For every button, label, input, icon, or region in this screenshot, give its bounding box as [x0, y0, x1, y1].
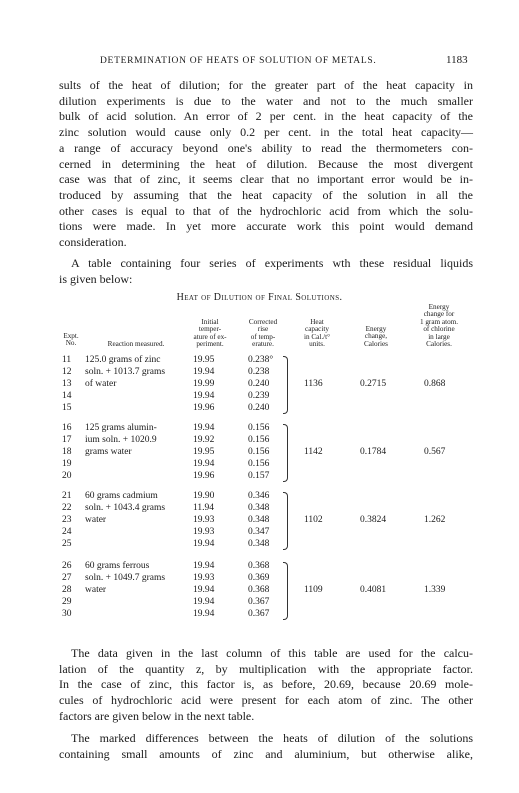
energy-change: 0.4081 [360, 585, 387, 595]
header-text: change for [423, 310, 455, 319]
text-line: cules of hydrochloric acid were present for each atom of zinc. The other [59, 693, 473, 708]
text-line: case was that of zinc, it seems clear that no important error would be in- [59, 172, 473, 187]
corrected-rise: 0.346 [248, 491, 270, 501]
text-line: lation of the quantity z, by multiplication with the appropriate factor. [59, 661, 473, 676]
corrected-rise: 0.156 [248, 459, 270, 469]
initial-temp: 19.94 [193, 459, 215, 469]
corrected-rise: 0.367 [248, 609, 270, 619]
table-title: Heat of Dilution of Final Solutions. [176, 292, 343, 303]
running-head: DETERMINATION OF HEATS OF SOLUTION OF METALS. [100, 56, 377, 66]
initial-temp: 19.94 [193, 585, 215, 595]
header-text: of temp- [250, 332, 276, 341]
expt-no: 27 [62, 573, 72, 583]
chlorine-energy-change: 1.262 [424, 515, 446, 525]
text-line: consideration. [59, 235, 127, 250]
text-line: cerned in determining the heat of dilution. Because the most divergent [59, 156, 473, 171]
corrected-rise: 0.156 [248, 435, 270, 445]
paragraph-heat-capacity [59, 78, 473, 251]
expt-no: 24 [62, 527, 72, 537]
reaction-text: 125 grams alumin- [85, 423, 157, 433]
expt-no: 30 [62, 609, 72, 619]
corrected-rise: 0.156 [248, 423, 270, 433]
chlorine-energy-change: 0.868 [424, 379, 446, 389]
initial-temp: 19.96 [193, 403, 215, 413]
group-brace [283, 424, 288, 482]
energy-change: 0.3824 [360, 515, 387, 525]
chlorine-energy-change: 1.339 [424, 585, 446, 595]
paragraph-last-column [59, 646, 473, 725]
header-text: No. [65, 339, 77, 348]
header-text: in Cal./t° [303, 332, 331, 341]
group-brace [283, 562, 288, 620]
expt-no: 25 [62, 539, 72, 549]
header-expt-no [58, 333, 84, 348]
header-text: Calories. [426, 340, 452, 349]
initial-temp: 19.99 [193, 379, 215, 389]
paragraph-marked-differences [59, 731, 473, 762]
corrected-rise: 0.368 [248, 585, 270, 595]
header-text: units. [309, 340, 325, 349]
expt-no: 18 [62, 447, 72, 457]
heat-capacity: 1142 [304, 447, 323, 457]
header-text: change, [364, 332, 388, 341]
header-text: Energy [428, 303, 450, 311]
expt-no: 26 [62, 561, 72, 571]
reaction-text: 60 grams ferrous [85, 561, 150, 571]
header-text: Initial [201, 318, 219, 326]
reaction-text: 125.0 grams of zinc [85, 355, 161, 365]
corrected-rise: 0.238° [248, 355, 274, 365]
text-line: The marked differences between the heats of dilution of the solutions [71, 731, 473, 745]
header-text: of chlorine [423, 325, 455, 334]
expt-no: 19 [62, 459, 72, 469]
text-line: sults of the heat of dilution; for the greater part of the heat capacity in [59, 78, 473, 92]
initial-temp: 19.95 [193, 355, 215, 365]
reaction-text: water [85, 515, 107, 525]
energy-change: 0.1784 [360, 447, 387, 457]
corrected-rise: 0.156 [248, 447, 270, 457]
reaction-text: soln. + 1049.7 grams [85, 573, 166, 583]
group-brace [283, 492, 288, 550]
corrected-rise: 0.239 [248, 391, 270, 401]
initial-temp: 19.94 [193, 597, 215, 607]
initial-temp: 19.94 [193, 391, 215, 401]
initial-temp: 19.90 [193, 491, 215, 501]
expt-no: 17 [62, 435, 72, 445]
header-text: Heat [310, 318, 324, 326]
text-line: bulk of acid solution. An error of 2 per cent. in the heat capacity of the [59, 109, 473, 124]
text-line: zinc solution would cause only 0.2 per cent. in the total heat capacity— [59, 125, 473, 140]
text-line: The data given in the last column of this table are used for the calcu- [71, 646, 473, 660]
reaction-text: soln. + 1013.7 grams [85, 367, 166, 377]
expt-no: 14 [62, 391, 72, 401]
header-text: temper- [198, 325, 222, 334]
expt-no: 16 [62, 423, 72, 433]
initial-temp: 19.93 [193, 515, 215, 525]
header-text: Expt. [63, 332, 79, 340]
initial-temp: 19.94 [193, 367, 215, 377]
corrected-rise: 0.348 [248, 539, 270, 549]
expt-no: 13 [62, 379, 72, 389]
header-text: erature. [252, 340, 274, 349]
expt-no: 28 [62, 585, 72, 595]
initial-temp: 19.94 [193, 609, 215, 619]
heat-capacity: 1109 [304, 585, 323, 595]
text-line: tions were made. In yet more accurate work this point would demand [59, 219, 473, 234]
header-text: capacity [305, 325, 329, 334]
expt-no: 21 [62, 491, 72, 501]
text-line: troduced by assuming that the heat capacity of the solution in all the [59, 187, 473, 202]
text-line: factors are given below in the next table. [59, 708, 255, 723]
reaction-text: water [85, 585, 107, 595]
header-text: ature of ex- [193, 332, 227, 341]
header-text: Reaction measured. [107, 340, 165, 348]
text-line: In the case of zinc, this factor is, as before, 20.69, because 20.69 mole- [59, 677, 473, 692]
initial-temp: 19.95 [193, 447, 215, 457]
initial-temp: 19.94 [193, 561, 215, 571]
text-line: other cases is equal to that of the hydrochloric acid from which the solu- [59, 203, 473, 218]
expt-no: 23 [62, 515, 72, 525]
header-chlorine-energy [404, 304, 474, 348]
initial-temp: 11.94 [193, 503, 215, 513]
header-text: Energy [365, 325, 387, 333]
corrected-rise: 0.367 [248, 597, 270, 607]
reaction-text: ium soln. + 1020.9 [85, 435, 157, 445]
text-line: dilution experiments is due to the water and not to the much smaller [59, 93, 473, 108]
heat-capacity: 1102 [304, 515, 323, 525]
paragraph-table-intro [59, 256, 473, 287]
expt-no: 20 [62, 471, 72, 481]
initial-temp: 19.93 [193, 573, 215, 583]
heat-capacity: 1136 [304, 379, 323, 389]
initial-temp: 19.94 [193, 423, 215, 433]
initial-temp: 19.92 [193, 435, 215, 445]
energy-change: 0.2715 [360, 379, 387, 389]
group-brace [283, 356, 288, 414]
header-heat-capacity [292, 319, 342, 349]
header-reaction [86, 341, 186, 348]
text-line: is given below: [59, 271, 133, 286]
reaction-text: grams water [85, 447, 132, 457]
text-line: containing small amounts of zinc and aluminium, but otherwise alike, [59, 746, 473, 761]
header-text: periment. [196, 340, 224, 349]
corrected-rise: 0.368 [248, 561, 270, 571]
header-text: Calories [364, 339, 388, 348]
header-text: in large [428, 332, 450, 341]
text-line: A table containing four series of experiments wth these residual liquids [71, 256, 473, 270]
corrected-rise: 0.240 [248, 403, 270, 413]
initial-temp: 19.94 [193, 539, 215, 549]
text-line: a range of accuracy beyond one's ability to read the thermometers con- [59, 140, 473, 155]
corrected-rise: 0.238 [248, 367, 270, 377]
initial-temp: 19.96 [193, 471, 215, 481]
header-text: Corrected [248, 318, 278, 326]
corrected-rise: 0.369 [248, 573, 270, 583]
reaction-text: 60 grams cadmium [85, 491, 158, 501]
header-text: 1 gram atom. [419, 317, 459, 326]
corrected-rise: 0.348 [248, 503, 270, 513]
corrected-rise: 0.347 [248, 527, 270, 537]
corrected-rise: 0.348 [248, 515, 270, 525]
corrected-rise: 0.157 [248, 471, 270, 481]
expt-no: 29 [62, 597, 72, 607]
expt-no: 15 [62, 403, 72, 413]
header-corrected-rise [238, 319, 288, 349]
initial-temp: 19.93 [193, 527, 215, 537]
corrected-rise: 0.240 [248, 379, 270, 389]
header-text: rise [257, 325, 269, 334]
page-number: 1183 [446, 54, 468, 66]
expt-no: 12 [62, 367, 72, 377]
expt-no: 11 [62, 355, 72, 365]
reaction-text: soln. + 1043.4 grams [85, 503, 166, 513]
header-initial-temperature [184, 319, 236, 349]
header-energy-change [350, 326, 402, 348]
reaction-text: of water [85, 379, 117, 389]
expt-no: 22 [62, 503, 72, 513]
chlorine-energy-change: 0.567 [424, 447, 446, 457]
